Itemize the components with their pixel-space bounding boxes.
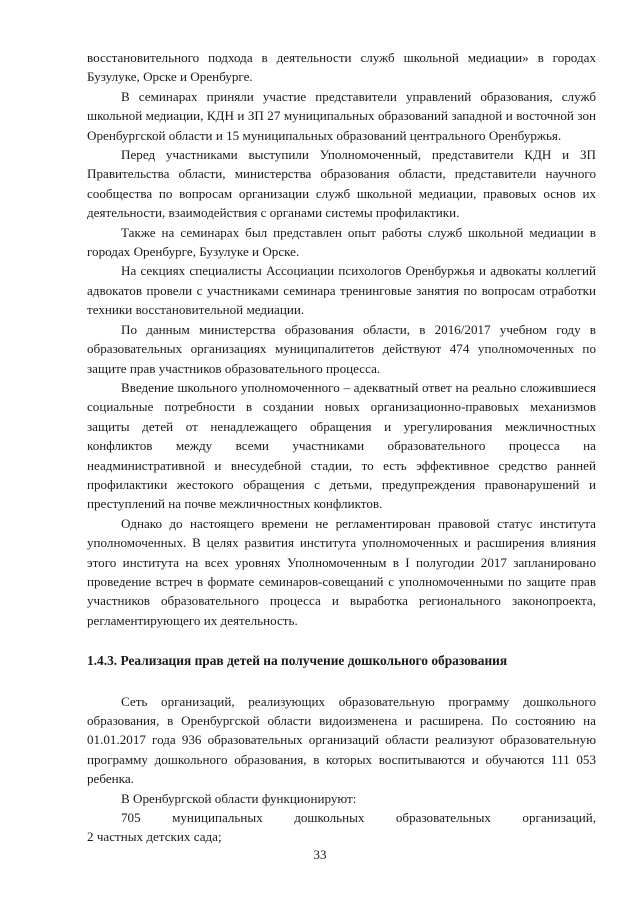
paragraph-1: восстановительного подхода в деятельности служб школьной медиации» в городах Бузулуке, Орске и Оренбурге. bbox=[87, 50, 596, 85]
page-number: 33 bbox=[313, 847, 327, 862]
section-paragraph-1: Сеть организаций, реализующих образовательную программу дошкольного образования, в Оренбургской области видоизменена и расширена. По состоянию на 01.01.2017 года 936 образовательных организаций области реализуют образовательную программу дошкольного образования, в которых воспитываются и обучаются 111 053 ребенка. bbox=[87, 693, 596, 787]
section-heading: 1.4.3. Реализация прав детей на получение дошкольного образования bbox=[87, 653, 508, 669]
paragraph-8: Однако до настоящего времени не регламентирован правовой статус института уполномоченных. В целях развития института уполномоченных и расширения влияния этого института на всех уровнях Уполномоченным в I полугодии 2017 запланировано проведение встреч в формате семинаров-совещаний с уполномоченными по защите прав участников образовательного процесса и выработка регионального законопроекта, регламентирующего их деятельность. bbox=[87, 515, 596, 628]
document-page bbox=[87, 48, 596, 847]
paragraph-6: По данным министерства образования области, в 2016/2017 учебном году в образовательных организациях муниципалитетов действуют 474 уполномоченных по защите прав участников образовательного процесса. bbox=[87, 321, 596, 376]
section-paragraph-2: В Оренбургской области функционируют: bbox=[121, 790, 357, 806]
paragraph-3: Перед участниками выступили Уполномоченный, представители КДН и ЗП Правительства области, министерства образования области, представители научного сообщества по вопросам организации служб школьной медиации, правовых основ их деятельности, взаимодействия с органами системы профилактики. bbox=[87, 147, 596, 221]
paragraph-2: В семинарах приняли участие представители управлений образования, служб школьной медиации, КДН и ЗП 27 муниципальных образований западной и восточной зон Оренбургской области и 15 муниципальных образований центрального Оренбуржья. bbox=[87, 88, 596, 143]
paragraph-7: Введение школьного уполномоченного – адекватный ответ на реально сложившиеся социальные потребности в создании новых организационно-правовых механизмов защиты детей от ненадлежащего обращения и урегулирования межличностных конфликтов между всеми участниками образовательного процесса на неадминистративной и внесудебной стадии, то есть эффективное средство ранней профилактики жестокого обращения с детьми, предупреждения правонарушений и преступлений на почве межличностных конфликтов. bbox=[87, 379, 596, 512]
paragraph-5: На секциях специалисты Ассоциации психологов Оренбуржья и адвокаты коллегий адвокатов провели с участниками семинара тренинговые занятия по вопросам отработки техники восстановительной медиации. bbox=[87, 263, 596, 318]
list-line-2: 2 частных детских сада; bbox=[87, 829, 222, 845]
list-line-1: 705 муниципальных дошкольных образовательных организаций, bbox=[121, 810, 596, 826]
paragraph-4: Также на семинарах был представлен опыт работы служб школьной медиации в городах Оренбурге, Бузулуке и Орске. bbox=[87, 224, 596, 260]
